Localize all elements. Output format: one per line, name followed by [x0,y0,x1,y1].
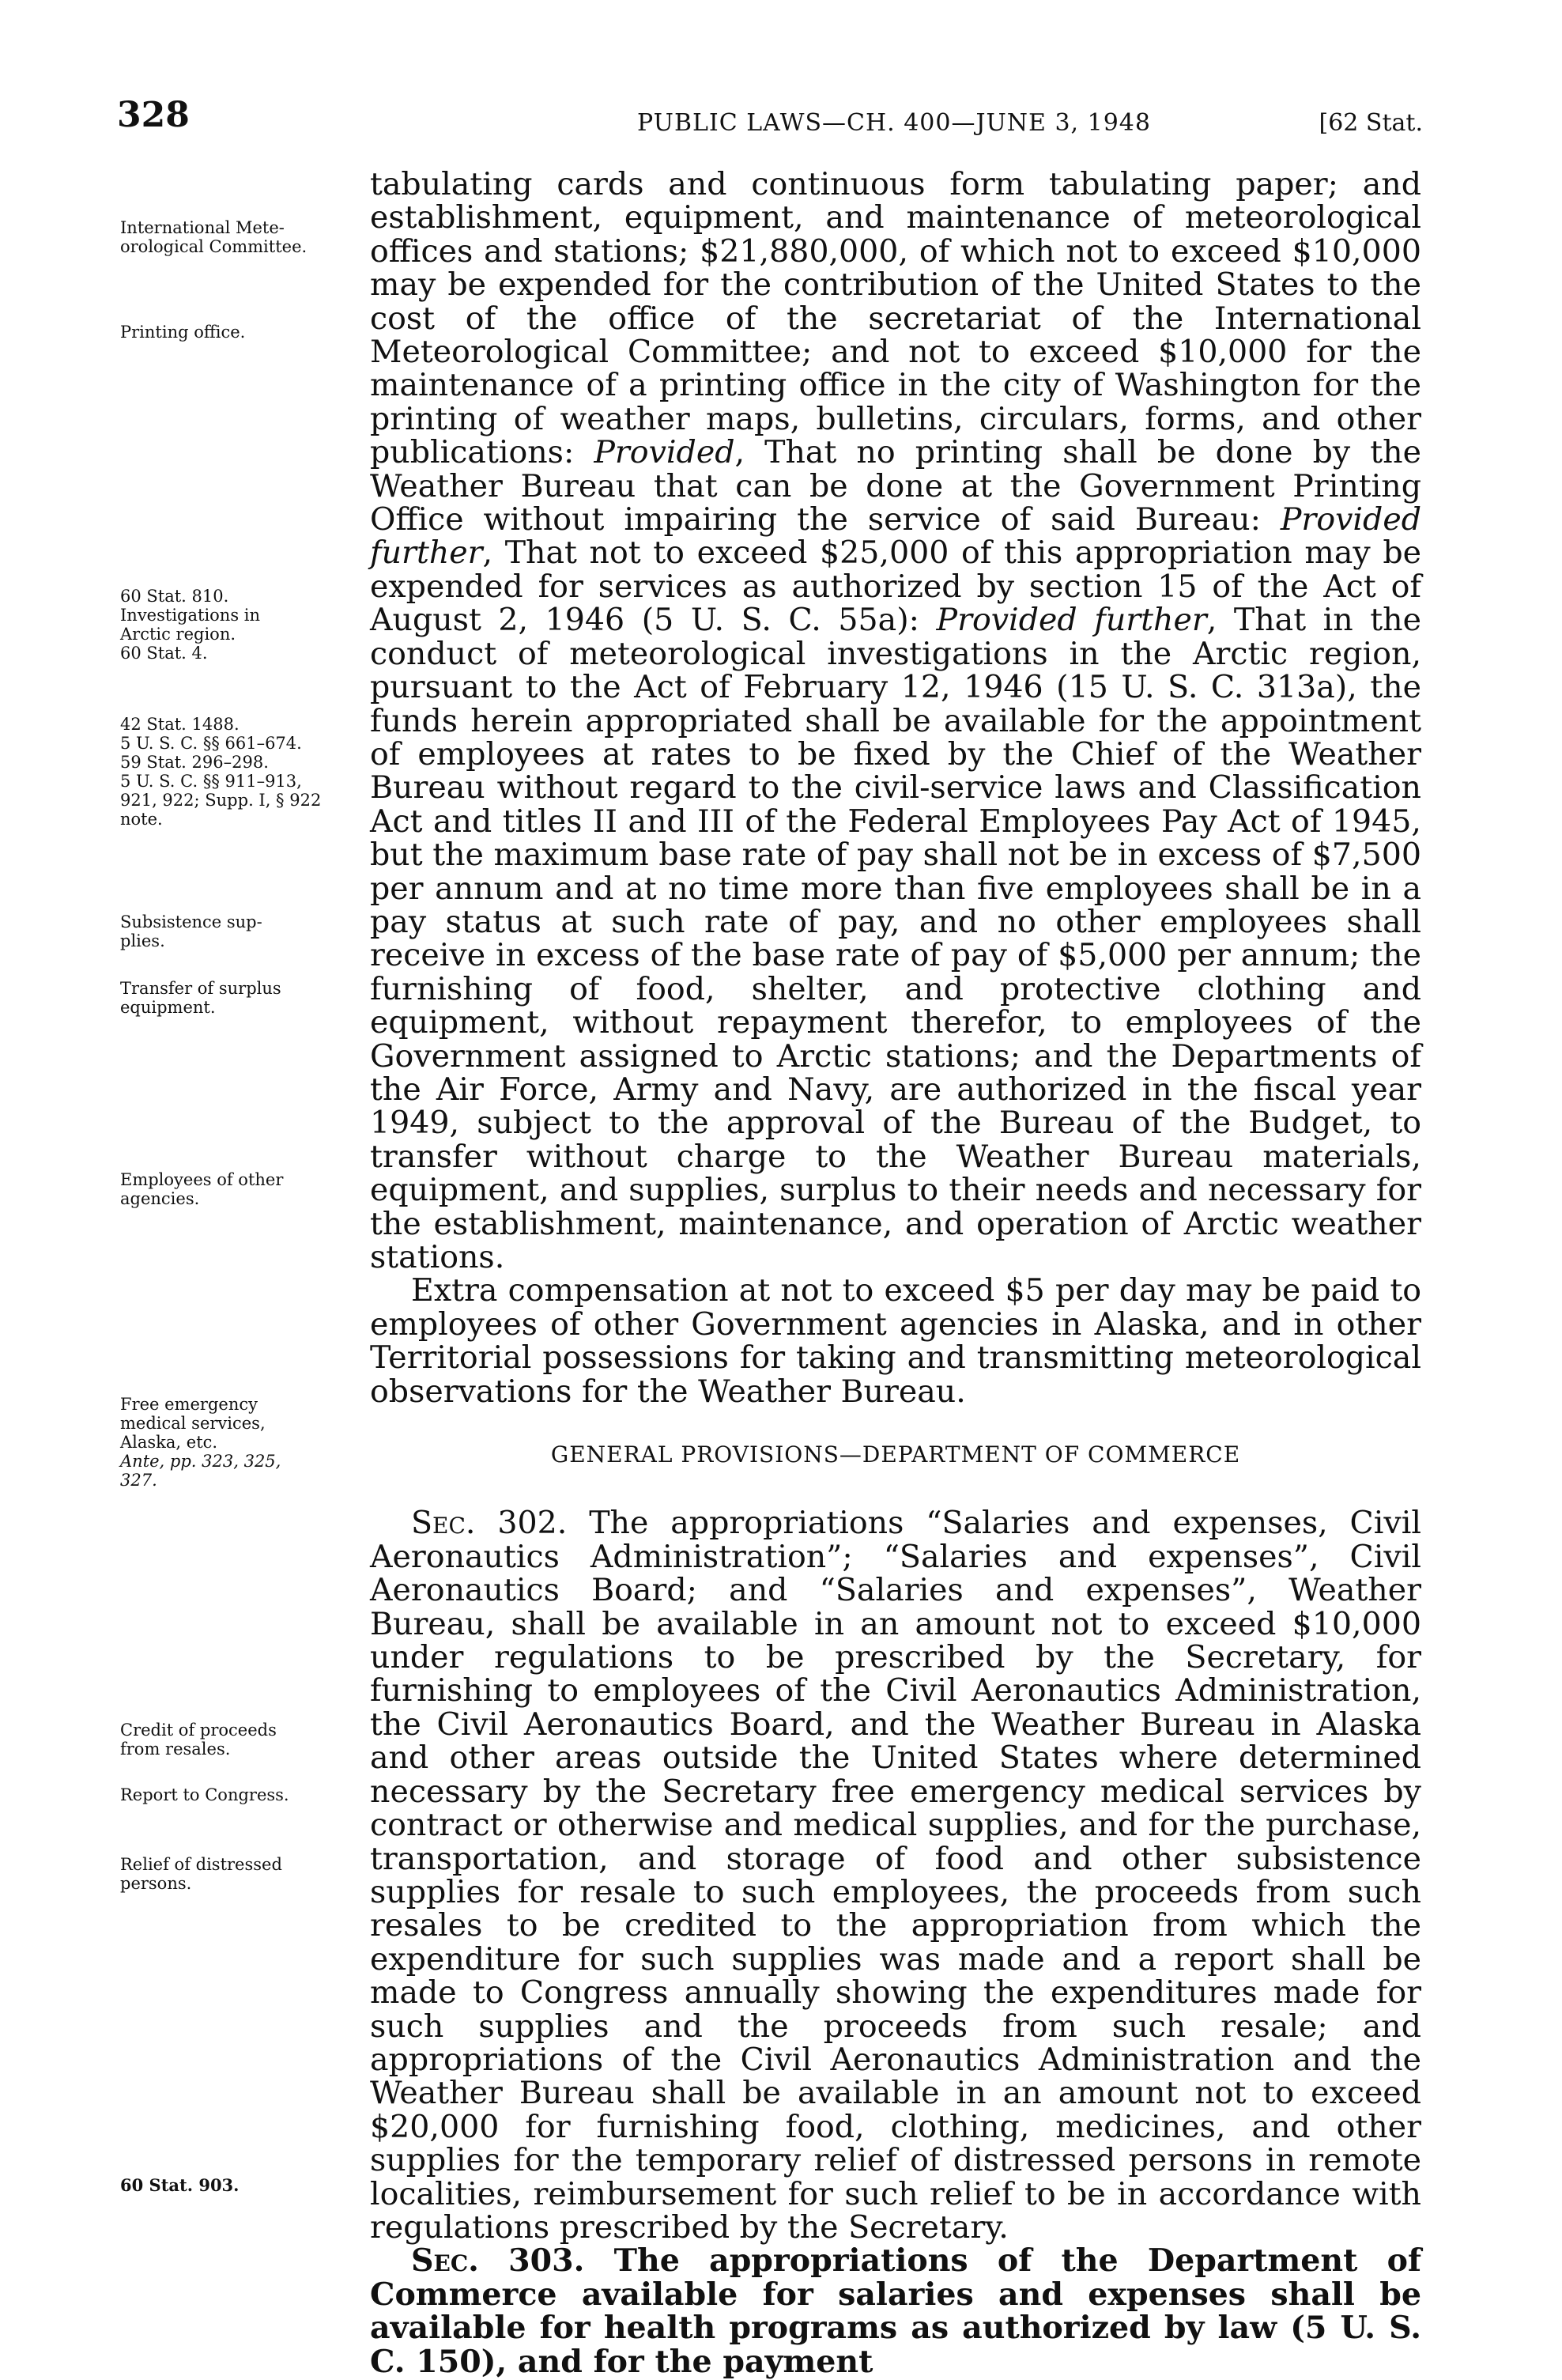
margin-note-ante-pages: Ante, pp. 323, 325, 327. [120,1452,281,1490]
margin-note-subsistence: Subsistence sup- plies. [120,912,262,950]
margin-note-intl-committee: International Mete- orological Committee. [120,218,307,256]
margin-note-report-congress: Report to Congress. [120,1785,289,1804]
page-number: 328 [117,95,190,135]
paragraph-sec-303: Sec. 303. The appropriations of the Department of Commerce available for salaries and expenses shall be available for health programs as authorized by law (5 U. S. C. 150), and for the payment [370,2242,1421,2380]
paragraph-extra-compensation: Extra compensation at not to exceed $5 per day may be paid to employees of other Government agencies in Alaska, and in other Territorial possessions for taking and transmitting meteorological observations for the Weather Bureau. [370,1272,1421,1410]
main-text [370,168,1421,2378]
page-header [117,95,1423,142]
section-heading: GENERAL PROVISIONS—DEPARTMENT OF COMMERCE [550,1441,1241,1468]
margin-note-other-agencies: Employees of other agencies. [120,1170,284,1208]
margin-note-arctic-investigations: Investigations in Arctic region. 60 Stat. 4. [120,606,261,663]
margin-note-surplus: Transfer of surplus equipment. [120,979,281,1017]
statute-reference: [62 Stat. [1319,109,1423,137]
margin-note-free-emergency: Free emergency medical services, Alaska, etc. [120,1395,266,1452]
margin-note-credit-proceeds: Credit of proceeds from resales. [120,1721,277,1759]
margin-note-relief-distressed: Relief of distressed persons. [120,1855,282,1893]
margin-note-printing-office: Printing office. [120,323,246,342]
paragraph-sec-302: Sec. 302. The appropriations “Salaries and expenses, Civil Aeronautics Administration”; “Salaries and expenses”, Civil Aeronautics Board; and “Salaries and expenses”, Weather Bureau, shall be available in an amount not to exceed $10,000 under regulations to be prescribed by the Secretary, for furnishing to employees of the Civil Aeronautics Administration, the Civil Aeronautics Board, and the Weather Bureau in Alaska and other areas outside the United States where determined necessary by the Secretary free emergency medical services by contract or otherwise and medical supplies, and for the purchase, transportation, and storage of food and other subsistence supplies for resale to such employees, the proceeds from such resales to be credited to the appropriation from which the expenditure for such supplies was made and a report shall be made to Congress annually showing the expenditures made for such supplies and the proceeds from such resale; and appropriations of the Civil Aeronautics Administration and the Weather Bureau shall be available in an amount not to exceed $20,000 for furnishing food, clothing, medicines, and other supplies for the temporary relief of distressed persons in remote localities, reimbursement for such relief to be in accordance with regulations prescribed by the Secretary. [370,1505,1421,2246]
running-head: PUBLIC LAWS—CH. 400—JUNE 3, 1948 [637,109,1151,137]
margin-note-stat-903: 60 Stat. 903. [120,2175,240,2195]
paragraph-weather-bureau-appropriation: tabulating cards and continuous form tabulating paper; and establishment, equipment, and maintenance of meteorological offices and stations; $21,880,000, of which not to exceed $10,000 may be expended for the contribution of the United States to the cost of the office of the secretariat of the International Meteorological Committee; and not to exceed $10,000 for the maintenance of a printing office in the city of Washington for the printing of weather maps, bulletins, circulars, forms, and other publications: Provided, That no printing shall be done by the Weather Bureau that can be done at the Government Printing Office without impairing the service of said Bureau: Provided further, That not to exceed $25,000 of this appropriation may be expended for services as authorized by section 15 of the Act of August 2, 1946 (5 U. S. C. 55a): Provided further, That in the conduct of meteorological investigations in the Arctic region, pursuant to the Act of February 12, 1946 (15 U. S. C. 313a), the funds herein appropriated shall be available for the appointment of employees at rates to be fixed by the Chief of the Weather Bureau without regard to the civil-service laws and Classification Act and titles II and III of the Federal Employees Pay Act of 1945, but the maximum base rate of pay shall not be in excess of $7,500 per annum and at no time more than five employees shall be in a pay status at such rate of pay, and no other employees shall receive in excess of the base rate of pay of $5,000 per annum; the furnishing of food, shelter, and protective clothing and equipment, without repayment therefor, to employees of the Government assigned to Arctic stations; and the Departments of the Air Force, Army and Navy, are authorized in the fiscal year 1949, subject to the approval of the Bureau of the Budget, to transfer without charge to the Weather Bureau materials, equipment, and supplies, surplus to their needs and necessary for the establishment, maintenance, and operation of Arctic weather stations. [370,166,1421,1275]
margin-note-citations: 42 Stat. 1488. 5 U. S. C. §§ 661–674. 59 Stat. 296–298. 5 U. S. C. §§ 911–913, 921, 922; Supp. I, § 922 note. [120,715,322,829]
margin-note-stat-810: 60 Stat. 810. [120,587,229,606]
